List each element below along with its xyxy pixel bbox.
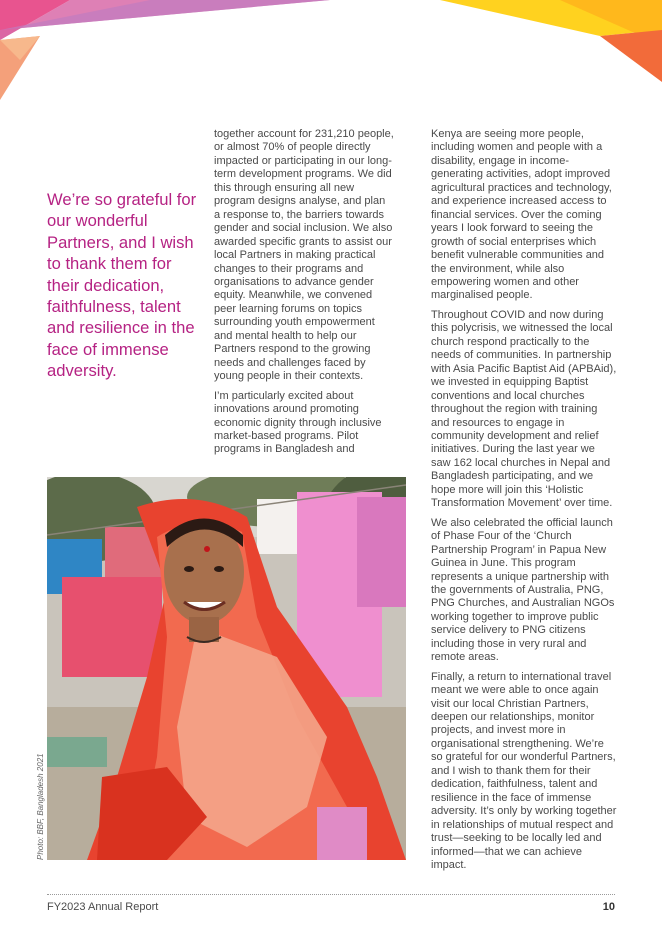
photo-caption: Photo: BBF, Bangladesh 2021 <box>36 753 45 860</box>
paragraph: Kenya are seeing more people, including women and people with a disability, engage in income-generating activities, adopt improved agricultural practices and technology, and experience increased access to financial services. Over the coming years I look forward to seeing the growth of social enterprises which benefit vulnerable communities and the environment, while also empowering women and other marginalised people. <box>431 128 612 302</box>
paragraph: I’m particularly excited about innovations around promoting economic dignity through inclusive market-based programs. Pilot programs in Bangladesh and <box>214 389 382 456</box>
pull-quote: We’re so grateful for our wonderful Partners, and I wish to thank them for their dedication, faithfulness, talent and resilience in the face of immense adversity. <box>47 190 197 381</box>
body-column-right <box>431 128 617 878</box>
footer-divider <box>47 894 615 895</box>
photo-woman-smiling <box>47 477 406 860</box>
body-column-middle <box>214 128 394 463</box>
paragraph: together account for 231,210 people, or almost 70% of people directly impacted or participating in our long-term development programs. We did this through ensuring all new program designs analyse, and plan a response to, the barriers towards gender and social inclusion. We also awarded specific grants to assist our local Partners in making practical changes to their programs and organisations to advance gender equity. Meanwhile, we convened peer learning forums on topics surrounding youth empowerment and mental health to help our Partners respond to the growing needs and challenges faced by young people in their contexts. <box>214 128 394 383</box>
footer-title: FY2023 Annual Report <box>47 901 159 913</box>
paragraph: We also celebrated the official launch of Phase Four of the ‘Church Partnership Program’ in Papua New Guinea in June. This program represents a unique partnership with the governments of Australia, PNG, PNG Churches, and Australian NGOs working together to improve public service delivery to PNG citizens including those in very rural and remote areas. <box>431 516 615 664</box>
paragraph: Finally, a return to international travel meant we were able to once again visit our local Christian Partners, deepen our relationships, monitor projects, and invest more in organisational strengthening. We’re so grateful for our wonderful Partners, and I wish to thank them for their dedication, faithfulness, talent and resilience in the face of immense adversity. It’s only by working together in relationships of mutual respect and trust—seeking to be locally led and informed—that we can achieve impact. <box>431 670 617 872</box>
header-decoration <box>0 0 662 110</box>
page-number: 10 <box>602 901 615 913</box>
paragraph: Throughout COVID and now during this polycrisis, we witnessed the local church respond practically to the needs of communities. In partnership with Asia Pacific Baptist Aid (APBAid), we invested in equipping Baptist conventions and local churches throughout the region with training and resources to engage in community development and relief initiatives. During the last year we saw 162 local churches in Nepal and Bangladesh participating, and we hope more will join this ‘Holistic Transformation Movement’ over time. <box>431 308 617 510</box>
